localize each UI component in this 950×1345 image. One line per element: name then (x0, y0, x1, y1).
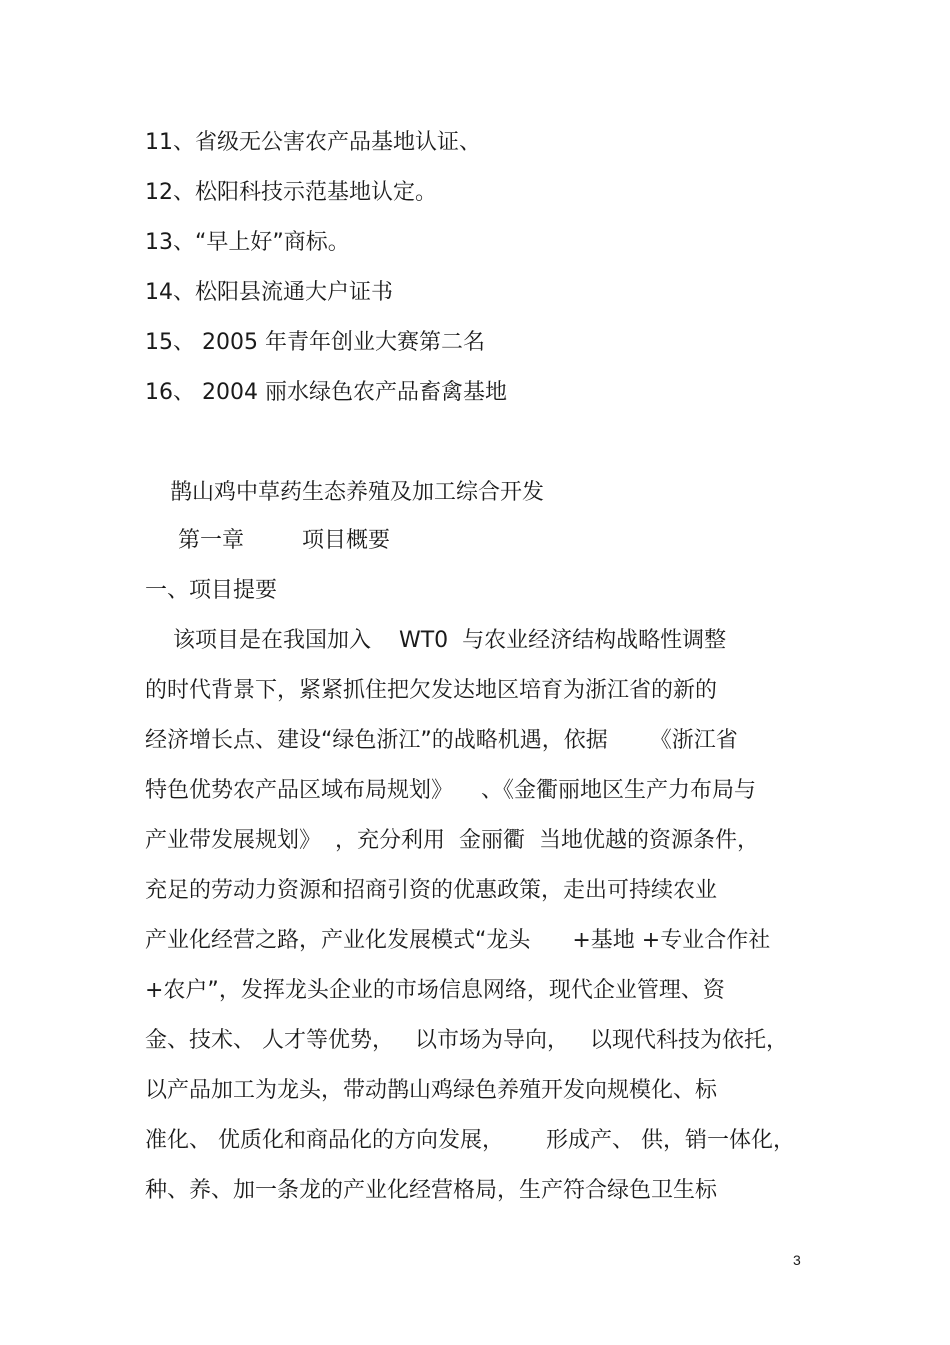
paragraph-line: 以产品加工为龙头，带动鹊山鸡绿色养殖开发向规模化、标 (145, 1078, 718, 1103)
paragraph-line: +农户”，发挥龙头企业的市场信息网络，现代企业管理、资 (145, 978, 725, 1003)
list-item-11: 11、省级无公害农产品基地认证、 (145, 130, 481, 155)
page-number: 3 (793, 1252, 801, 1268)
section-heading: 一、项目提要 (145, 578, 278, 603)
paragraph-line: 准化、 优质化和商品化的方向发展， 形成产、 供，销一体化， (145, 1128, 795, 1153)
list-item-16: 16、 2004 丽水绿色农产品畜禽基地 (145, 380, 507, 405)
list-item-12: 12、松阳科技示范基地认定。 (145, 180, 437, 205)
list-item-14: 14、松阳县流通大户证书 (145, 280, 393, 305)
document-title: 鹊山鸡中草药生态养殖及加工综合开发 (170, 480, 545, 505)
paragraph-line: 经济增长点、建设“绿色浙江”的战略机遇，依据 《浙江省 (145, 728, 738, 753)
paragraph-line: 特色优势农产品区域布局规划》 、《金衢丽地区生产力布局与 (145, 778, 756, 803)
paragraph-line: 该项目是在我国加入 WT0 与农业经济结构战略性调整 (145, 628, 727, 653)
list-item-15: 15、 2005 年青年创业大赛第二名 (145, 330, 485, 355)
chapter-title: 项目概要 (302, 528, 391, 553)
paragraph-line: 的时代背景下，紧紧抓住把欠发达地区培育为浙江省的新的 (145, 678, 718, 703)
list-item-13: 13、“早上好”商标。 (145, 230, 350, 255)
chapter-number: 第一章 (178, 528, 245, 553)
paragraph-line: 充足的劳动力资源和招商引资的优惠政策，走出可持续农业 (145, 878, 718, 903)
paragraph-line: 产业带发展规划》 ，充分利用 金丽衢 当地优越的资源条件， (145, 828, 759, 853)
paragraph-line: 金、技术、 人才等优势， 以市场为导向， 以现代科技为依托， (145, 1028, 788, 1053)
paragraph-line: 种、养、加一条龙的产业化经营格局，生产符合绿色卫生标 (145, 1178, 718, 1203)
paragraph-line: 产业化经营之路，产业化发展模式“龙头 +基地 +专业合作社 (145, 928, 771, 953)
